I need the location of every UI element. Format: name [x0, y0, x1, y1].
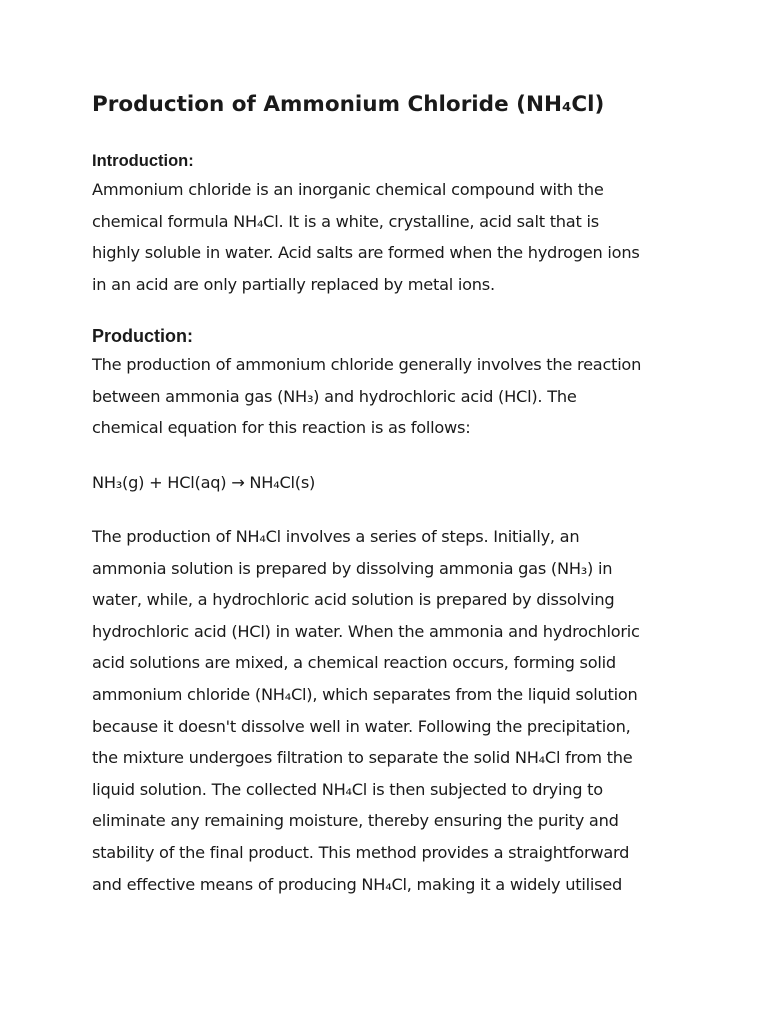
paragraph-line: chemical equation for this reaction is as follows: [92, 418, 471, 438]
paragraph-line: liquid solution. The collected NH₄Cl is then subjected to drying to [92, 779, 603, 799]
paragraph-line: water, while, a hydrochloric acid solution is prepared by dissolving [92, 590, 615, 610]
paragraph-line: and effective means of producing NH₄Cl, making it a widely utilised [92, 874, 623, 894]
paragraph-line: between ammonia gas (NH₃) and hydrochloric acid (HCl). The [92, 386, 577, 406]
chemical-equation [92, 467, 682, 499]
paragraph-line: eliminate any remaining moisture, thereby ensuring the purity and [92, 811, 619, 831]
paragraph-line: in an acid are only partially replaced by metal ions. [92, 274, 495, 294]
paragraph-line: The production of ammonium chloride generally involves the reaction [92, 355, 642, 374]
introduction-paragraph [92, 174, 682, 300]
production-steps-paragraph [92, 521, 682, 900]
paragraph-line: The production of NH₄Cl involves a series of steps. Initially, an [92, 527, 580, 546]
paragraph-line: the mixture undergoes filtration to separate the solid NH₄Cl from the [92, 748, 633, 768]
paragraph-line: highly soluble in water. Acid salts are formed when the hydrogen ions [92, 243, 640, 263]
paragraph-line: acid solutions are mixed, a chemical reaction occurs, forming solid [92, 653, 616, 673]
document-title: Production of Ammonium Chloride (NH₄Cl) [92, 92, 605, 117]
paragraph-line: because it doesn't dissolve well in water. Following the precipitation, [92, 716, 631, 736]
paragraph-line: ammonium chloride (NH₄Cl), which separates from the liquid solution [92, 684, 638, 704]
production-paragraph [92, 349, 682, 444]
production-heading: Production: [92, 326, 193, 346]
introduction-heading: Introduction: [92, 152, 194, 170]
paragraph-line: chemical formula NH₄Cl. It is a white, crystalline, acid salt that is [92, 211, 599, 231]
paragraph-line: hydrochloric acid (HCl) in water. When the ammonia and hydrochloric [92, 621, 640, 641]
paragraph-line: stability of the final product. This method provides a straightforward [92, 842, 630, 862]
paragraph-line: Ammonium chloride is an inorganic chemical compound with the [92, 180, 604, 199]
equation-text: NH₃(g) + HCl(aq) → NH₄Cl(s) [92, 473, 316, 492]
paragraph-line: ammonia solution is prepared by dissolving ammonia gas (NH₃) in [92, 558, 613, 578]
